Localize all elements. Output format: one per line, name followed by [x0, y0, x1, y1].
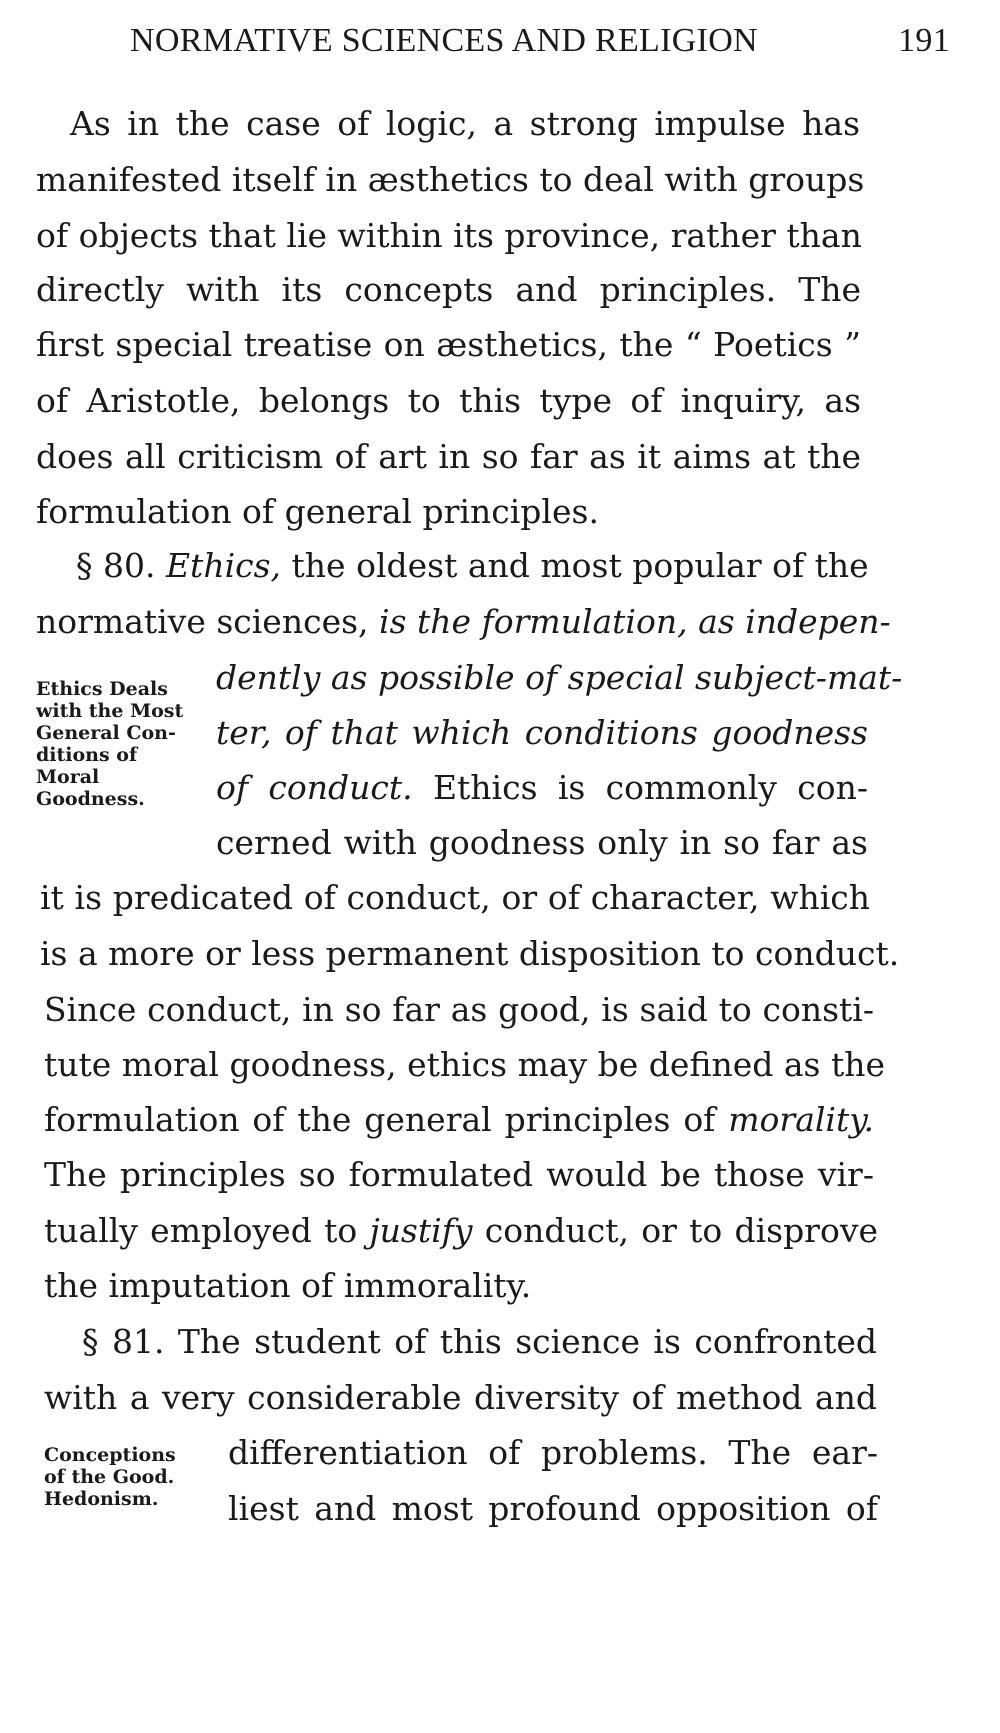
margin-note-line: of the Good. — [44, 1466, 175, 1488]
text-line: cerned with goodness only in so far as — [216, 823, 868, 862]
text-line: of Aristotle, belongs to this type of inquiry, as — [36, 381, 861, 420]
text-span: normative sciences, — [36, 602, 380, 641]
text-line: liest and most profound opposition of — [228, 1489, 878, 1528]
running-head-title: NORMATIVE SCIENCES AND RELIGION — [130, 22, 758, 59]
emphasis: justify — [369, 1211, 473, 1250]
text-line — [216, 658, 903, 698]
text-line: § 81. The student of this science is confronted — [82, 1322, 877, 1361]
emphasis: ter, of that which conditions goodness — [216, 713, 868, 752]
emphasis: of conduct. — [216, 768, 413, 807]
text-line: directly with its concepts and principles. The — [36, 270, 861, 309]
text-line — [44, 1211, 878, 1251]
text-line: does all criticism of art in so far as it aims at the — [36, 437, 861, 476]
margin-note-line: Goodness. — [36, 788, 145, 810]
text-line — [216, 768, 868, 808]
text-line: Since conduct, in so far as good, is said to consti- — [44, 990, 874, 1029]
text-line: first special treatise on æsthetics, the “ Poetics ” — [36, 325, 861, 364]
margin-note-line: General Con- — [36, 722, 176, 744]
margin-note-line: ditions of — [36, 744, 138, 766]
text-span: conduct, or to disprove — [472, 1211, 879, 1250]
text-line: The principles so formulated would be those vir- — [44, 1155, 874, 1194]
text-span: the oldest and most popular of the — [281, 546, 869, 585]
text-span: formulation of the general principles of — [44, 1100, 729, 1139]
text-line: with a very considerable diversity of method and — [44, 1378, 877, 1417]
margin-note-line: Moral — [36, 766, 100, 788]
text-line — [216, 713, 868, 753]
text-line: formulation of general principles. — [36, 492, 599, 531]
text-line: the imputation of immorality. — [44, 1266, 532, 1305]
section-number: § 80. — [76, 546, 166, 585]
text-line: is a more or less permanent disposition to conduct. — [40, 934, 900, 973]
emphasis: is the formulation, as indepen- — [379, 602, 891, 641]
text-span: tually employed to — [44, 1211, 370, 1250]
margin-note-hedonism — [44, 1444, 176, 1510]
text-line: it is predicated of conduct, or of character, which — [40, 878, 870, 917]
text-line: of objects that lie within its province, rather than — [36, 216, 862, 255]
text-span: Ethics is commonly con- — [412, 768, 868, 807]
emphasis: Ethics, — [165, 546, 282, 585]
text-line — [76, 546, 869, 586]
text-line — [36, 602, 891, 642]
text-line — [44, 1100, 874, 1140]
margin-note-line: Conceptions — [44, 1444, 176, 1466]
emphasis: dently as possible of special subject-mat- — [216, 658, 903, 697]
text-line: tute moral goodness, ethics may be defined as the — [44, 1045, 886, 1084]
text-line: differentiation of problems. The ear- — [228, 1433, 878, 1472]
text-line: manifested itself in æsthetics to deal with groups — [36, 160, 865, 199]
margin-note-line: Ethics Deals — [36, 678, 168, 700]
text-line: As in the case of logic, a strong impulse has — [70, 104, 860, 143]
margin-note-line: with the Most — [36, 700, 184, 722]
emphasis: morality. — [728, 1100, 874, 1139]
margin-note-line: Hedonism. — [44, 1488, 159, 1510]
page-number: 191 — [898, 22, 950, 59]
margin-note-ethics — [36, 678, 183, 810]
